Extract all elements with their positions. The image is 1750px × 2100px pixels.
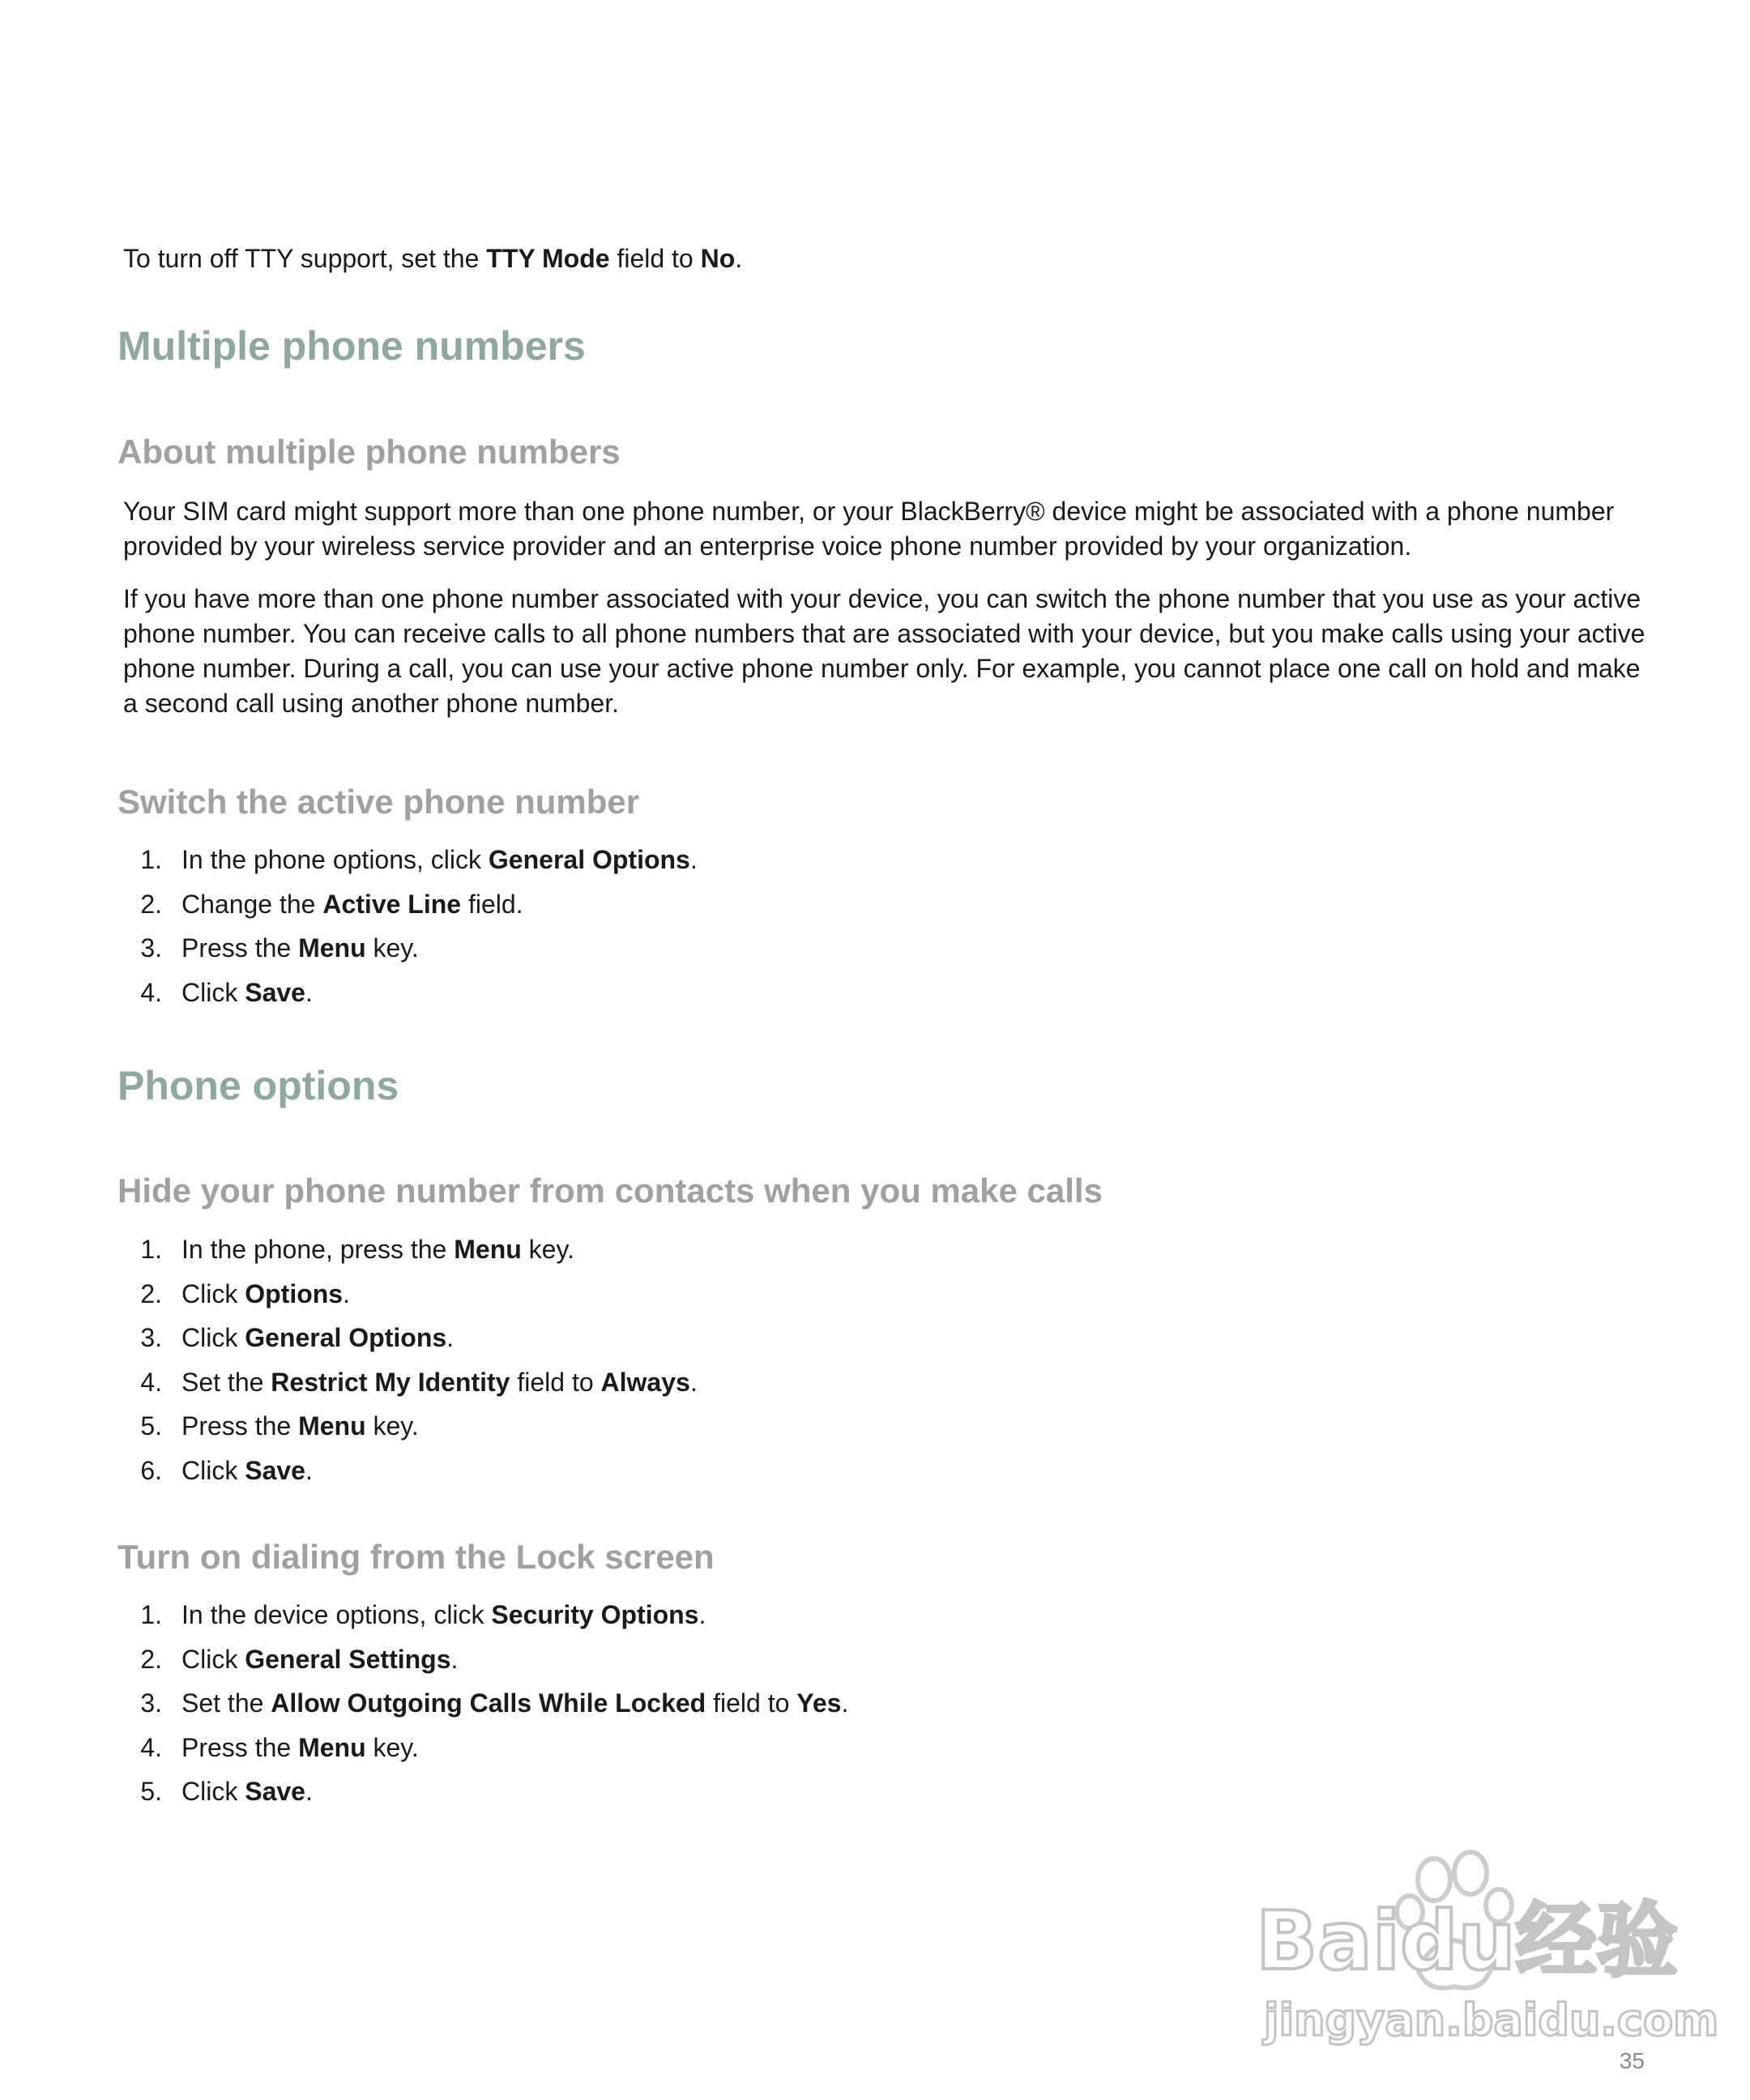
step-ui-value: Always bbox=[600, 1367, 690, 1397]
step-text: field to bbox=[510, 1367, 601, 1397]
step-text: Click bbox=[181, 1323, 245, 1352]
step-item bbox=[123, 838, 698, 882]
step-ui-label: Save bbox=[245, 1455, 305, 1485]
step-text: . bbox=[343, 1278, 350, 1308]
step-ui-label: General Settings bbox=[245, 1644, 451, 1674]
step-text: . bbox=[698, 1600, 706, 1629]
field-name: TTY Mode bbox=[486, 244, 610, 273]
step-text: Change the bbox=[181, 889, 323, 919]
step-text: Click bbox=[181, 1777, 245, 1806]
step-text: Press the bbox=[181, 1411, 299, 1441]
step-text: . bbox=[305, 1777, 313, 1806]
step-item bbox=[123, 1726, 848, 1770]
step-item bbox=[123, 1681, 848, 1726]
step-ui-label: General Options bbox=[488, 845, 690, 874]
step-text: field to bbox=[706, 1688, 797, 1718]
step-item bbox=[123, 1404, 698, 1449]
step-item bbox=[123, 1360, 698, 1405]
step-text: key. bbox=[521, 1235, 574, 1264]
step-text: . bbox=[450, 1644, 459, 1674]
step-text: . bbox=[446, 1323, 455, 1352]
heading-phone-options: Phone options bbox=[117, 1063, 399, 1108]
step-text: In the device options, click bbox=[181, 1600, 492, 1629]
heading-multiple-phone-numbers: Multiple phone numbers bbox=[117, 323, 586, 369]
step-text: . bbox=[689, 1367, 698, 1397]
step-text: Click bbox=[181, 1455, 245, 1485]
step-item bbox=[123, 1769, 848, 1814]
baidu-watermark bbox=[1248, 1847, 1719, 2058]
step-number: 1. bbox=[140, 1600, 162, 1629]
step-text: . bbox=[841, 1688, 849, 1718]
step-item bbox=[123, 1316, 698, 1360]
step-number: 5. bbox=[140, 1411, 162, 1441]
step-text: key. bbox=[365, 1732, 419, 1762]
heading-switch-active-phone-number: Switch the active phone number bbox=[117, 783, 640, 821]
step-text: key. bbox=[365, 933, 419, 962]
step-number: 3. bbox=[140, 933, 162, 962]
lock-steps-list bbox=[123, 1593, 848, 1814]
step-number: 3. bbox=[140, 1323, 162, 1352]
step-ui-label: Options bbox=[245, 1278, 344, 1308]
step-text: . bbox=[305, 977, 313, 1007]
heading-lock-screen-dialing: Turn on dialing from the Lock screen bbox=[117, 1538, 715, 1576]
about-paragraph-1: Your SIM card might support more than one phone number, or your BlackBerry® device might be associated with a phone number provided by your wireless service provider and an enterprise voice phone number provided by your organization. bbox=[123, 497, 1615, 561]
step-number: 3. bbox=[140, 1688, 162, 1718]
step-number: 1. bbox=[140, 1235, 162, 1264]
step-ui-label: Menu bbox=[298, 1411, 366, 1441]
step-ui-label: Menu bbox=[298, 1732, 366, 1762]
step-item bbox=[123, 971, 698, 1015]
step-number: 2. bbox=[140, 1278, 162, 1308]
step-text: In the phone, press the bbox=[181, 1235, 455, 1264]
step-text: field. bbox=[461, 889, 523, 919]
step-ui-label: Security Options bbox=[491, 1600, 699, 1629]
watermark-url: jingyan.baidu.com bbox=[1264, 1995, 1719, 2046]
step-text: Set the bbox=[181, 1367, 271, 1397]
heading-hide-phone-number: Hide your phone number from contacts when you make calls bbox=[117, 1172, 1103, 1210]
switch-steps-list bbox=[123, 838, 698, 1014]
text-segment: . bbox=[735, 244, 743, 273]
step-number: 4. bbox=[140, 1367, 162, 1397]
step-ui-value: Yes bbox=[796, 1688, 842, 1718]
step-item bbox=[123, 1637, 848, 1682]
step-number: 1. bbox=[140, 845, 162, 874]
step-ui-label: Save bbox=[245, 977, 305, 1007]
page-number: 35 bbox=[1619, 2048, 1645, 2073]
step-ui-label: General Options bbox=[245, 1323, 447, 1352]
step-item bbox=[123, 926, 698, 971]
step-number: 2. bbox=[140, 1644, 162, 1674]
step-text: Click bbox=[181, 977, 245, 1007]
step-text: Press the bbox=[181, 933, 299, 962]
step-text: . bbox=[305, 1455, 313, 1485]
text-segment: To turn off TTY support, set the bbox=[123, 244, 487, 273]
step-text: Set the bbox=[181, 1688, 271, 1718]
step-ui-label: Restrict My Identity bbox=[271, 1367, 510, 1397]
step-text: Click bbox=[181, 1644, 245, 1674]
step-ui-label: Allow Outgoing Calls While Locked bbox=[271, 1688, 706, 1718]
watermark-brand: Baidu经验 bbox=[1256, 1893, 1678, 1988]
step-text: key. bbox=[365, 1411, 419, 1441]
step-text: . bbox=[689, 845, 698, 874]
step-text: In the phone options, click bbox=[181, 845, 489, 874]
step-number: 5. bbox=[140, 1777, 162, 1806]
text-segment: field to bbox=[609, 244, 701, 273]
step-item bbox=[123, 1272, 698, 1317]
step-text: Click bbox=[181, 1278, 245, 1308]
step-item bbox=[123, 1227, 698, 1272]
step-number: 4. bbox=[140, 977, 162, 1007]
step-number: 2. bbox=[140, 889, 162, 919]
step-text: Press the bbox=[181, 1732, 299, 1762]
step-ui-label: Menu bbox=[454, 1235, 522, 1264]
step-ui-label: Save bbox=[245, 1777, 305, 1806]
step-item bbox=[123, 1593, 848, 1637]
step-number: 6. bbox=[140, 1455, 162, 1485]
step-ui-label: Menu bbox=[298, 933, 366, 962]
tty-off-instruction bbox=[123, 241, 1646, 276]
step-number: 4. bbox=[140, 1732, 162, 1762]
heading-about-multiple-phone-numbers: About multiple phone numbers bbox=[117, 433, 621, 471]
step-item bbox=[123, 1449, 698, 1493]
step-ui-label: Active Line bbox=[322, 889, 462, 919]
step-item bbox=[123, 882, 698, 927]
field-value: No bbox=[700, 244, 736, 273]
about-paragraph-2: If you have more than one phone number associated with your device, you can switch the phone number that you use as your active phone number. You can receive calls to all phone numbers that are associated with your device, but you make calls using your active phone number. During a call, you can use your active phone number only. For example, you cannot place one call on hold and make a second call using another phone number. bbox=[123, 584, 1645, 718]
hide-steps-list bbox=[123, 1227, 698, 1492]
